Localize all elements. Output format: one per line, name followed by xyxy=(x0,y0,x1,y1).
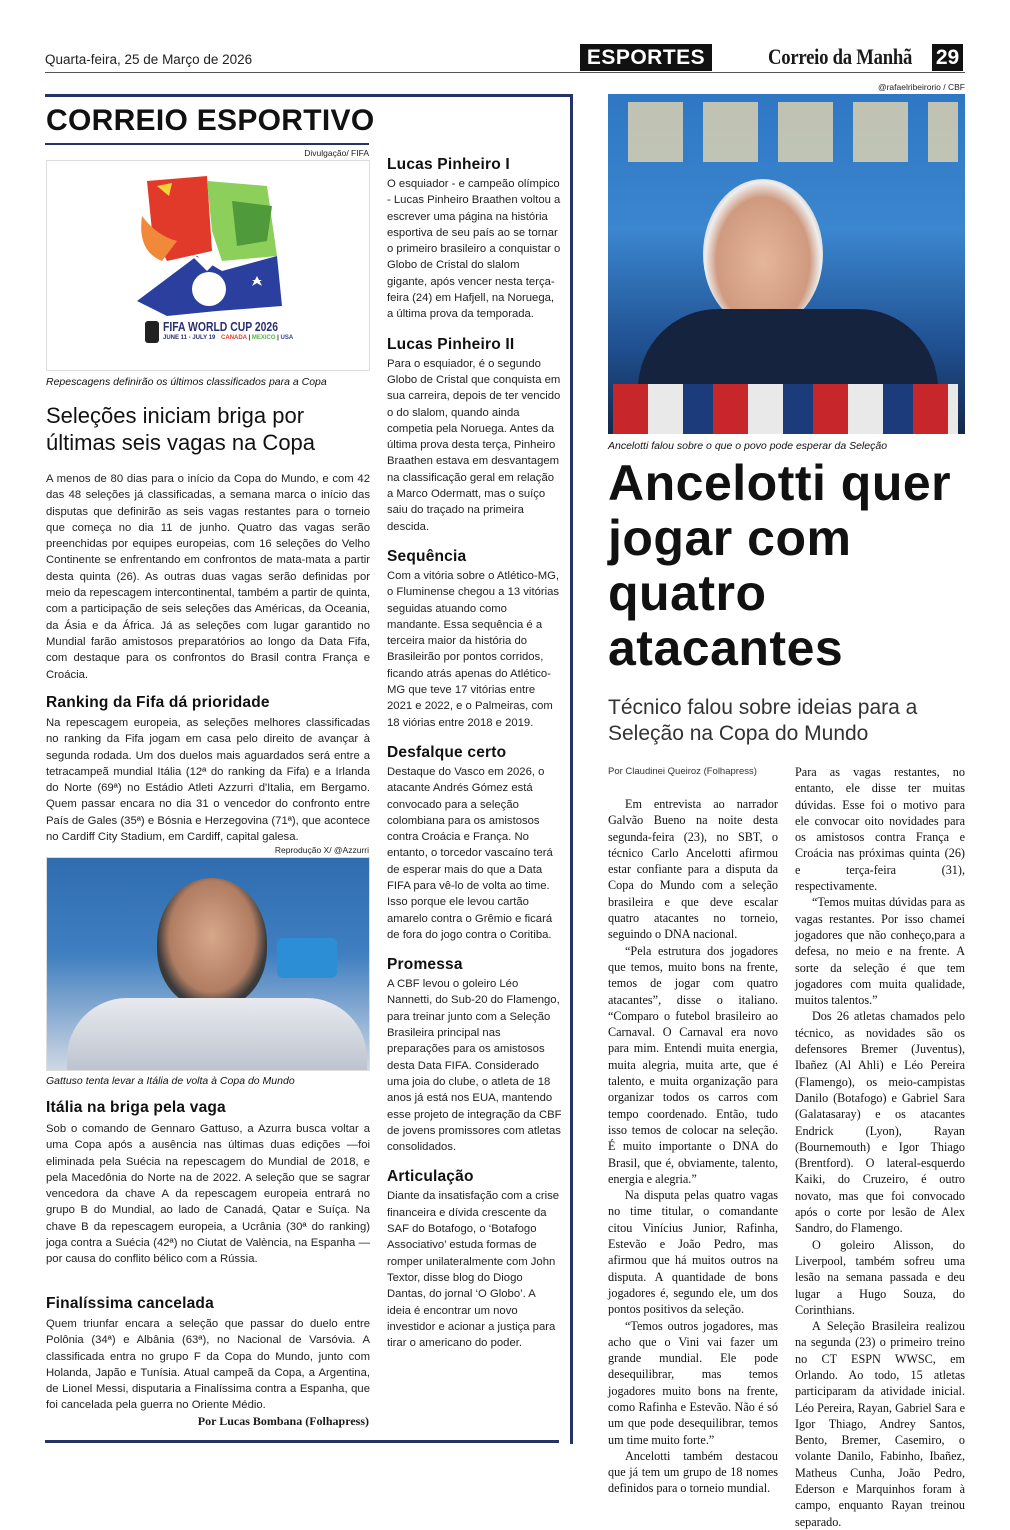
microphones xyxy=(613,384,958,434)
notes-column xyxy=(387,156,562,1364)
box-frame-bottom xyxy=(45,1440,559,1443)
paragraph: O goleiro Alisson, do Liverpool, também sofreu uma lesão na semana passada e deu lugar a Hugo Souza, do Corinthians. xyxy=(795,1237,965,1317)
paragraph: Para as vagas restantes, no entanto, ele disse ter muitas dúvidas. Esse foi o motivo para ele convocar oito novidades para os amistosos contra França e Croácia nas próximas quinta (26) e terça-feira (31), respectivamente. xyxy=(795,765,965,894)
column-title: CORREIO ESPORTIVO xyxy=(46,104,375,137)
logo-host-usa: USA xyxy=(280,335,294,341)
jacket xyxy=(67,998,367,1071)
paragraph: A Seleção Brasileira realizou na segunda (23) o primeiro treino no CT ESPN WWSC, em Orlando. Ao todo, 15 atletas participaram da atividade inicial. Léo Pereira, Rayan, Gabriel Sara e Igor Thiago, Andrey Santos, Bento, Bremer, Casemiro, o volante Danilo, Fabinho, Ibañez, Matheus Cunha, João Pedro, Ederson e Marquinhos foram à campo, enquanto Rayan treinou separado. xyxy=(795,1319,965,1529)
ancelotti-photo xyxy=(608,94,965,434)
photo-caption: Repescagens definirão os últimos classificados para a Copa xyxy=(46,376,327,388)
note-heading: Articulação xyxy=(387,1168,474,1186)
logo-title: FIFA WORLD CUP 2026 xyxy=(163,319,278,334)
note-heading: Lucas Pinheiro II xyxy=(387,335,515,353)
subheading-italia: Itália na briga pela vaga xyxy=(46,1099,226,1116)
article-column-2 xyxy=(795,764,965,1530)
paragraph: Na disputa pelas quatro vagas no time titular, o comandante citou Vinícius Junior, Rafinha, Estevão e João Pedro, mas afirmou que há muitos outros na disputa. A quantidade de bons jogadores é, segundo ele, um dos pontos positivos da seleção. xyxy=(608,1188,778,1317)
finalissima-paragraph: Quem triunfar encara a seleção que passar do duelo entre Polônia (34ª) e Albânia (63ª), no Nacional de Varsóvia. A classificada entra no grupo F da Copa do Mundo, junto com Holanda, Japão e Tunísia. Atual campeã da Copa, a Argentina, de Lionel Messi, disputaria a Finalíssima contra a Espanha, que foi cancelada pela guerra no Oriente Médio. xyxy=(46,1318,370,1412)
note-text: Para o esquiador, é o segundo Globo de Cristal que conquista em sua carreira, depois de ter vencido o do slalom, quando ainda competia pela Noruega. Antes da última prova desta terça, Pinheiro Braathen estava em desvantagem na classificação geral em relação a Marco Odermatt, mas o suíço saiu do traçado na primeira descida. xyxy=(387,357,561,533)
sponsor-board xyxy=(277,938,337,978)
article-headline: Ancelotti quer jogar com quatro atacantes xyxy=(608,455,952,676)
box-frame-right xyxy=(570,94,573,1444)
photo-caption: Gattuso tenta levar a Itália de volta à Copa do Mundo xyxy=(46,1075,295,1087)
fifa-trophy-icon xyxy=(145,321,159,343)
note-text: Com a vitória sobre o Atlético-MG, o Fluminense chegou a 13 vitórias seguidas atuando como mandante. Essa sequência é a terceira maior da história do Brasileirão por pontos corridos, ficando atrás apenas do Atlético-MG que teve 17 vitórias entre 2021 e 2022, e o Palmeiras, com 18 viórias entre 2018 e 2019. xyxy=(387,569,560,729)
page-number: 29 xyxy=(932,44,963,71)
paragraph: “Pela estrutura dos jogadores que temos, muito bons na frente, temos de jogar com quatro atacantes”, disse o italiano. “Comparo o futebol brasileiro ao Carnaval. O Carnaval era novo para mim. Entendi muita energia, muita alegria, muita arte, que é talento, e muita organização para organizar todos os carros com tempo coordenado. Então, tudo isso temos de colocar na seleção. É muito importante o DNA do Brasil, que é, obviamente, talento, energia e alegria.” xyxy=(608,943,778,1186)
note-heading: Sequência xyxy=(387,547,467,565)
box-frame-top xyxy=(45,94,572,97)
paragraph: “Temos muitas dúvidas para as vagas restantes. Por isso chamei jogadores que não conheço,para a defesa, no meio e na frente. A sorte da seleção é que tem jogadores com muita qualidade, muitos talentos.” xyxy=(795,895,965,1008)
note-text: A CBF levou o goleiro Léo Nannetti, do Sub-20 do Flamengo, para treinar junto com a Seleção Brasileira principal nas preparações para os amistosos desta Data FIFA. Considerado uma joia do clube, o atleta de 18 anos já está nos EUA, mantendo esse projeto de integração da CBF de jovens promissores com atletas consolidados. xyxy=(387,978,562,1154)
note-text: Diante da insatisfação com a crise financeira e dívida crescente da SAF do Botafogo, o ‘Botafogo Associativo’ estuda formas de romper unilateralmente com John Textor, disse blog do Diogo Dantas, do jornal ‘O Globo’. A ideia é encontrar um novo investidor e acionar a justiça para tirar o americano do poder. xyxy=(387,1190,560,1350)
title-rule xyxy=(45,143,369,145)
logo-host-canada: CANADA xyxy=(221,335,247,341)
photo-credit: @rafaelribeirorio / CBF xyxy=(877,82,965,92)
intro-paragraph: A menos de 80 dias para o início da Copa do Mundo, e com 42 das 48 seleções já classificadas, a semana marca o início das disputas que definirão as seis vagas restantes para o torneio que começa no dia 11 de junho. Quatro das vagas serão preenchidas por equipes europeias, com 16 seleções do Velho Continente se enfrentando em confrontos de mata-mata a partir desta quinta (26). As outras duas vagas serão definidas por meio da repescagem intercontinental, também a partir de quinta, com a participação de seis seleções das Américas, da Oceania, da Ásia e da África. Já as seleções com lugar garantido no Mundial farão amistosos preparatórios ao longo da Data Fifa, com destaque para os confrontos do Brasil contra França e Croácia. xyxy=(46,473,370,681)
face xyxy=(703,179,823,329)
subheading-ranking: Ranking da Fifa dá prioridade xyxy=(46,694,270,711)
note-text: O esquiador - e campeão olímpico - Lucas Pinheiro Braathen voltou a escrever uma página na história esportiva de seu país ao se tornar o primeiro brasileiro a conquistar o Globo de Cristal do slalom gigante, após vencer nesta terça-feira (24) em Hafjell, na Noruega, a última prova da temporada. xyxy=(387,178,561,321)
photo-credit: Reprodução X/ @Azzurri xyxy=(274,845,369,855)
article-byline: Por Claudinei Queiroz (Folhapress) xyxy=(608,766,757,777)
paragraph: Ancelotti também destacou que já tem um grupo de 18 nomes definidos para o torneio mundial. xyxy=(608,1448,778,1496)
paragraph: Dos 26 atletas chamados pelo técnico, as novidades são os defensores Bremer (Juventus), Ibañez (Al Ahli) e Léo Pereira (Flamengo), os meio-campistas Danilo (Botafogo) e Gabriel Sara (Galatasaray) e os atacantes Endrick (Lyon), Rayan (Bournemouth) e Igor Thiago (Brentford). O lateral-esquerdo Kaiki, do Cruzeiro, é outro novato, mas que foi convocado após o corte por lesão de Alex Sandro, do Flamengo. xyxy=(795,1009,965,1236)
byline: Por Lucas Bombana (Folhapress) xyxy=(197,1414,369,1428)
note-text: Destaque do Vasco em 2026, o atacante Andrés Gómez está convocado para a seleção colombiana para os amistosos contra Croácia e França. No entanto, o torcedor vascaíno terá de esperar mais do que a Data FIFA para vê-lo de volta ao time. Isso porque ele levou cartão amarelo contra o Grêmio e ficará de fora do jogo contra o Coritiba. xyxy=(387,765,553,941)
gattuso-photo xyxy=(46,857,370,1071)
header-rule xyxy=(45,72,965,73)
note-heading: Desfalque certo xyxy=(387,743,507,761)
face xyxy=(157,878,267,1008)
article-column-1 xyxy=(608,796,778,1497)
section-label: ESPORTES xyxy=(580,44,712,71)
italia-paragraph: Sob o comando de Gennaro Gattuso, a Azurra busca voltar a uma Copa após a ausência nas últimas duas edições —foi eliminada pela Suécia na repescagem do Mundial de 2018, e pela Macedônia do Norte na de 2022. A seleção que se sagrar vencedora da chave A da repescagem europeia entrará no grupo B do Mundial, ao lado de Canadá, Qatar e Suíça. Na chave B da repescagem europeia, a Ucrânia (30ª do ranking) joga contra a Suécia (42ª) no Ciutat de València, na Espanha —por causa do conflito bélico com a Rússia. xyxy=(46,1123,370,1266)
main-headline: Seleções iniciam briga por últimas seis vagas na Copa xyxy=(46,403,316,455)
ranking-paragraph: Na repescagem europeia, as seleções melhores classificadas no ranking da Fifa jogam em casa pelo direito de avançar à segunda rodada. Um dos duelos mais aguardados será entre a tetracampeã mundial Itália (12ª do ranking da Fifa) e a Irlanda do Norte (69ª) no Estádio Atleti Azzurri d'Italia, em Bergamo. Quem passar encara no dia 31 o vencedor do confronto entre País de Gales (35ª) e Bósnia e Herzegovina (71ª), que acontece no Cardiff City Stadium, em Cardiff, capital galesa. xyxy=(46,717,370,844)
photo-credit: Divulgação/ FIFA xyxy=(304,148,369,158)
photo-caption: Ancelotti falou sobre o que o povo pode esperar da Seleção xyxy=(608,440,888,452)
note-heading: Promessa xyxy=(387,956,463,974)
fifa-world-cup-logo-image xyxy=(46,160,370,371)
note-heading: Lucas Pinheiro I xyxy=(387,156,510,173)
logo-host-mexico: MEXICO xyxy=(251,335,276,341)
background-lettering xyxy=(628,102,958,162)
subheading-finalissima: Finalíssima cancelada xyxy=(46,1295,214,1312)
newspaper-name: Correio da Manhã xyxy=(768,44,913,69)
paragraph: “Temos outros jogadores, mas acho que o Vini vai fazer um grande mundial. Ele pode desequilibrar, mas temos jogadores muito bons na frente, como Rafinha e Estevão. Não é só um que pode desequilibrar, temos um time muito forte.” xyxy=(608,1318,778,1447)
logo-subtitle: JUNE 11 - JULY 19 CANADA | MEXICO | USA xyxy=(163,335,294,341)
article-subheadline: Técnico falou sobre ideias para a Seleção na Copa do Mundo xyxy=(608,696,918,745)
paragraph: Em entrevista ao narrador Galvão Bueno na noite desta segunda-feira (23), no SBT, o técnico Carlo Ancelotti afirmou estar confiante para a disputa da Copa do Mundo com a seleção brasileira e que deve escalar quatro atacantes no torneio, seguindo o DNA nacional. xyxy=(608,797,778,942)
logo-dates: JUNE 11 - JULY 19 xyxy=(163,335,216,341)
edition-date: Quarta-feira, 25 de Março de 2026 xyxy=(45,52,253,67)
